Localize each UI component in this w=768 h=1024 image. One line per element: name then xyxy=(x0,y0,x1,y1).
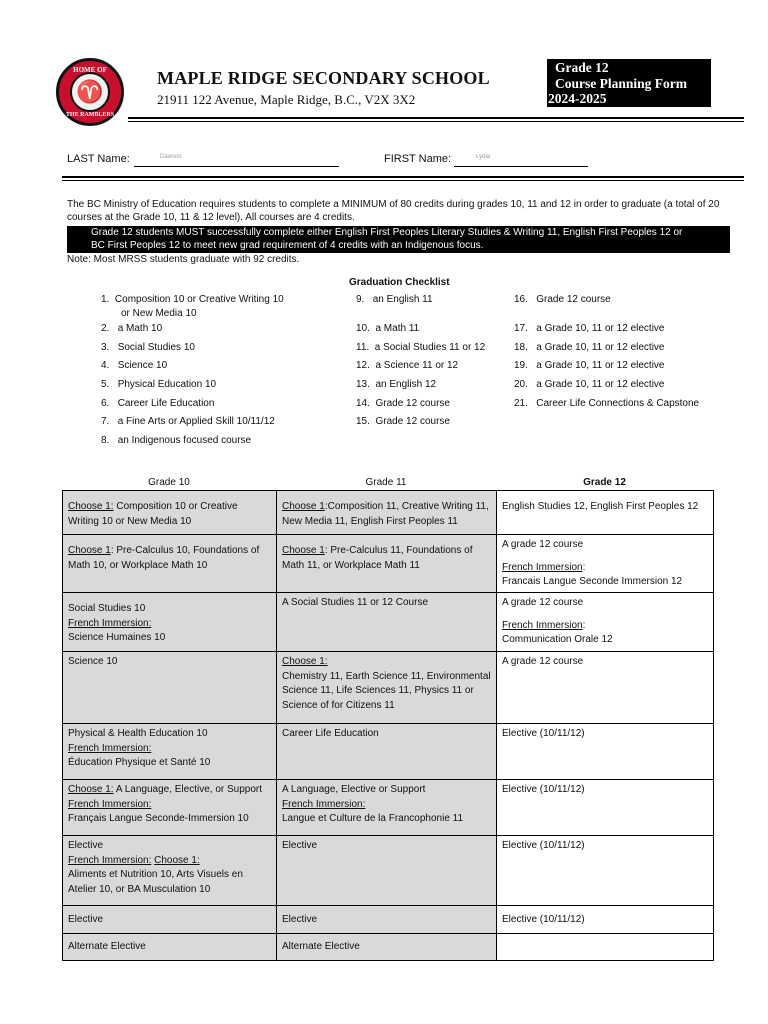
table-row xyxy=(63,491,714,535)
checklist-item: 5. Physical Education 10 xyxy=(101,379,217,390)
table-row xyxy=(63,780,714,836)
last-name-label: LAST Name: xyxy=(67,153,130,165)
checklist-item: 6. Career Life Education xyxy=(101,398,215,409)
first-name-value[interactable]: Lydia xyxy=(476,154,491,160)
table-row xyxy=(63,593,714,652)
name-rule-bottom xyxy=(62,180,744,181)
checklist-item: 14. Grade 12 course xyxy=(356,398,450,409)
checklist-item: 11. a Social Studies 11 or 12 xyxy=(356,342,486,353)
checklist-item: 20. a Grade 10, 11 or 12 elective xyxy=(514,379,665,390)
first-name-field[interactable] xyxy=(454,166,588,167)
checklist-item: 3. Social Studies 10 xyxy=(101,342,195,353)
column-header-grade-12: Grade 12 xyxy=(583,477,626,488)
cell-grade-10[interactable]: Elective French Immersion: Choose 1: Aliments et Nutrition 10, Arts Visuels en Atelier 10, or BA Musculation 10 xyxy=(63,836,277,906)
checklist-item: 13. an English 12 xyxy=(356,379,437,390)
checklist-item: 15. Grade 12 course xyxy=(356,416,450,427)
last-name-value[interactable]: Dawson xyxy=(160,154,182,160)
cell-grade-10[interactable]: Choose 1: Pre-Calculus 10, Foundations of Math 10, or Workplace Math 10 xyxy=(63,535,277,593)
form-title-box xyxy=(547,59,711,107)
cell-grade-12[interactable]: Elective (10/11/12) xyxy=(497,836,714,906)
form-title-name: Course Planning Form xyxy=(555,75,688,91)
checklist-item: 7. a Fine Arts or Applied Skill 10/11/12 xyxy=(101,416,275,427)
checklist-item: 9. an English 11 xyxy=(356,294,433,305)
indigenous-note-line1: Grade 12 students MUST successfully complete either English First Peoples Literary Studies & Writing 11, English First Peoples 12 or xyxy=(91,227,683,238)
checklist-item: 4. Science 10 xyxy=(101,360,168,371)
cell-grade-10[interactable]: Elective xyxy=(63,906,277,934)
checklist-item: 12. a Science 11 or 12 xyxy=(356,360,459,371)
school-logo xyxy=(56,58,124,126)
table-row xyxy=(63,906,714,934)
checklist-item: 16. Grade 12 course xyxy=(514,294,611,305)
logo-text-bottom: THE RAMBLERS xyxy=(65,112,115,118)
cell-grade-12[interactable] xyxy=(497,934,714,961)
cell-grade-11[interactable]: A Social Studies 11 or 12 Course xyxy=(277,593,497,652)
checklist-item: 1. Composition 10 or Creative Writing 10 xyxy=(101,294,284,305)
checklist-item-continued: or New Media 10 xyxy=(121,308,197,319)
course-planning-table xyxy=(62,490,714,961)
table-row xyxy=(63,934,714,961)
logo-text-top: HOME OF xyxy=(73,66,107,74)
cell-grade-11[interactable]: Elective xyxy=(277,836,497,906)
checklist-item: 19. a Grade 10, 11 or 12 elective xyxy=(514,360,665,371)
checklist-item: 17. a Grade 10, 11 or 12 elective xyxy=(514,323,665,334)
school-address: 21911 122 Avenue, Maple Ridge, B.C., V2X 3X2 xyxy=(157,92,416,107)
cell-grade-11[interactable]: A Language, Elective or Support French Immersion: Langue et Culture de la Francophonie 11 xyxy=(277,780,497,836)
cell-grade-10[interactable]: Alternate Elective xyxy=(63,934,277,961)
column-header-grade-11: Grade 11 xyxy=(365,477,407,488)
requirements-text: The BC Ministry of Education requires students to complete a MINIMUM of 80 credits during grades 10, 11 and 12 in order to graduate (a total of 20 courses at the Grade 10, 11 & 12 level). All courses are 4 credits. xyxy=(67,199,720,223)
header-rule-top xyxy=(128,117,744,119)
cell-grade-12[interactable]: A grade 12 course French Immersion: Communication Orale 12 xyxy=(497,593,714,652)
checklist-item: 21. Career Life Connections & Capstone xyxy=(514,398,700,409)
cell-grade-11[interactable]: Choose 1: Pre-Calculus 11, Foundations of Math 11, or Workplace Math 11 xyxy=(277,535,497,593)
first-name-label: FIRST Name: xyxy=(384,153,452,165)
name-rule-top xyxy=(62,176,744,178)
cell-grade-10[interactable]: Physical & Health Education 10 French Immersion: Éducation Physique et Santé 10 xyxy=(63,724,277,780)
cell-grade-10[interactable]: Science 10 xyxy=(63,652,277,724)
cell-grade-10[interactable]: Social Studies 10 French Immersion: Science Humaines 10 xyxy=(63,593,277,652)
cell-grade-12[interactable]: A grade 12 course xyxy=(497,652,714,724)
indigenous-note-line2: BC First Peoples 12 to meet new grad requirement of 4 credits with an Indigenous focus. xyxy=(91,240,484,251)
cell-grade-11[interactable]: Alternate Elective xyxy=(277,934,497,961)
cell-grade-12[interactable]: Elective (10/11/12) xyxy=(497,780,714,836)
form-title-grade: Grade 12 xyxy=(555,60,609,75)
cell-grade-10[interactable]: Choose 1: A Language, Elective, or Support French Immersion: Français Langue Seconde-Immersion 10 xyxy=(63,780,277,836)
checklist-item: 10. a Math 11 xyxy=(356,323,420,334)
table-row xyxy=(63,836,714,906)
column-header-grade-10: Grade 10 xyxy=(148,477,190,488)
cell-grade-12[interactable]: English Studies 12, English First Peoples 12 xyxy=(497,491,714,535)
cell-grade-10[interactable]: Choose 1: Composition 10 or Creative Writing 10 or New Media 10 xyxy=(63,491,277,535)
last-name-field[interactable] xyxy=(134,166,339,167)
credits-note: Note: Most MRSS students graduate with 92 credits. xyxy=(67,254,300,265)
cell-grade-11[interactable]: Choose 1:Composition 11, Creative Writing 11, New Media 11, English First Peoples 11 xyxy=(277,491,497,535)
table-row xyxy=(63,652,714,724)
cell-grade-11[interactable]: Choose 1: Chemistry 11, Earth Science 11, Environmental Science 11, Life Sciences 11, Physics 11 or Science of for Citizens 11 xyxy=(277,652,497,724)
cell-grade-12[interactable]: Elective (10/11/12) xyxy=(497,906,714,934)
form-title-year: 2024-2025 xyxy=(548,91,607,106)
ram-icon: ♈ xyxy=(70,72,110,112)
checklist-item: 18. a Grade 10, 11 or 12 elective xyxy=(514,342,665,353)
graduation-checklist-title: Graduation Checklist xyxy=(349,277,450,288)
cell-grade-12[interactable]: Elective (10/11/12) xyxy=(497,724,714,780)
table-row xyxy=(63,535,714,593)
header-rule-bottom xyxy=(128,121,744,122)
cell-grade-12[interactable]: A grade 12 course French Immersion: Francais Langue Seconde Immersion 12 xyxy=(497,535,714,593)
checklist-item: 2. a Math 10 xyxy=(101,323,163,334)
school-name: MAPLE RIDGE SECONDARY SCHOOL xyxy=(157,68,490,88)
indigenous-requirement-note xyxy=(67,226,730,253)
table-row xyxy=(63,724,714,780)
cell-grade-11[interactable]: Career Life Education xyxy=(277,724,497,780)
checklist-item: 8. an Indigenous focused course xyxy=(101,435,252,446)
cell-grade-11[interactable]: Elective xyxy=(277,906,497,934)
